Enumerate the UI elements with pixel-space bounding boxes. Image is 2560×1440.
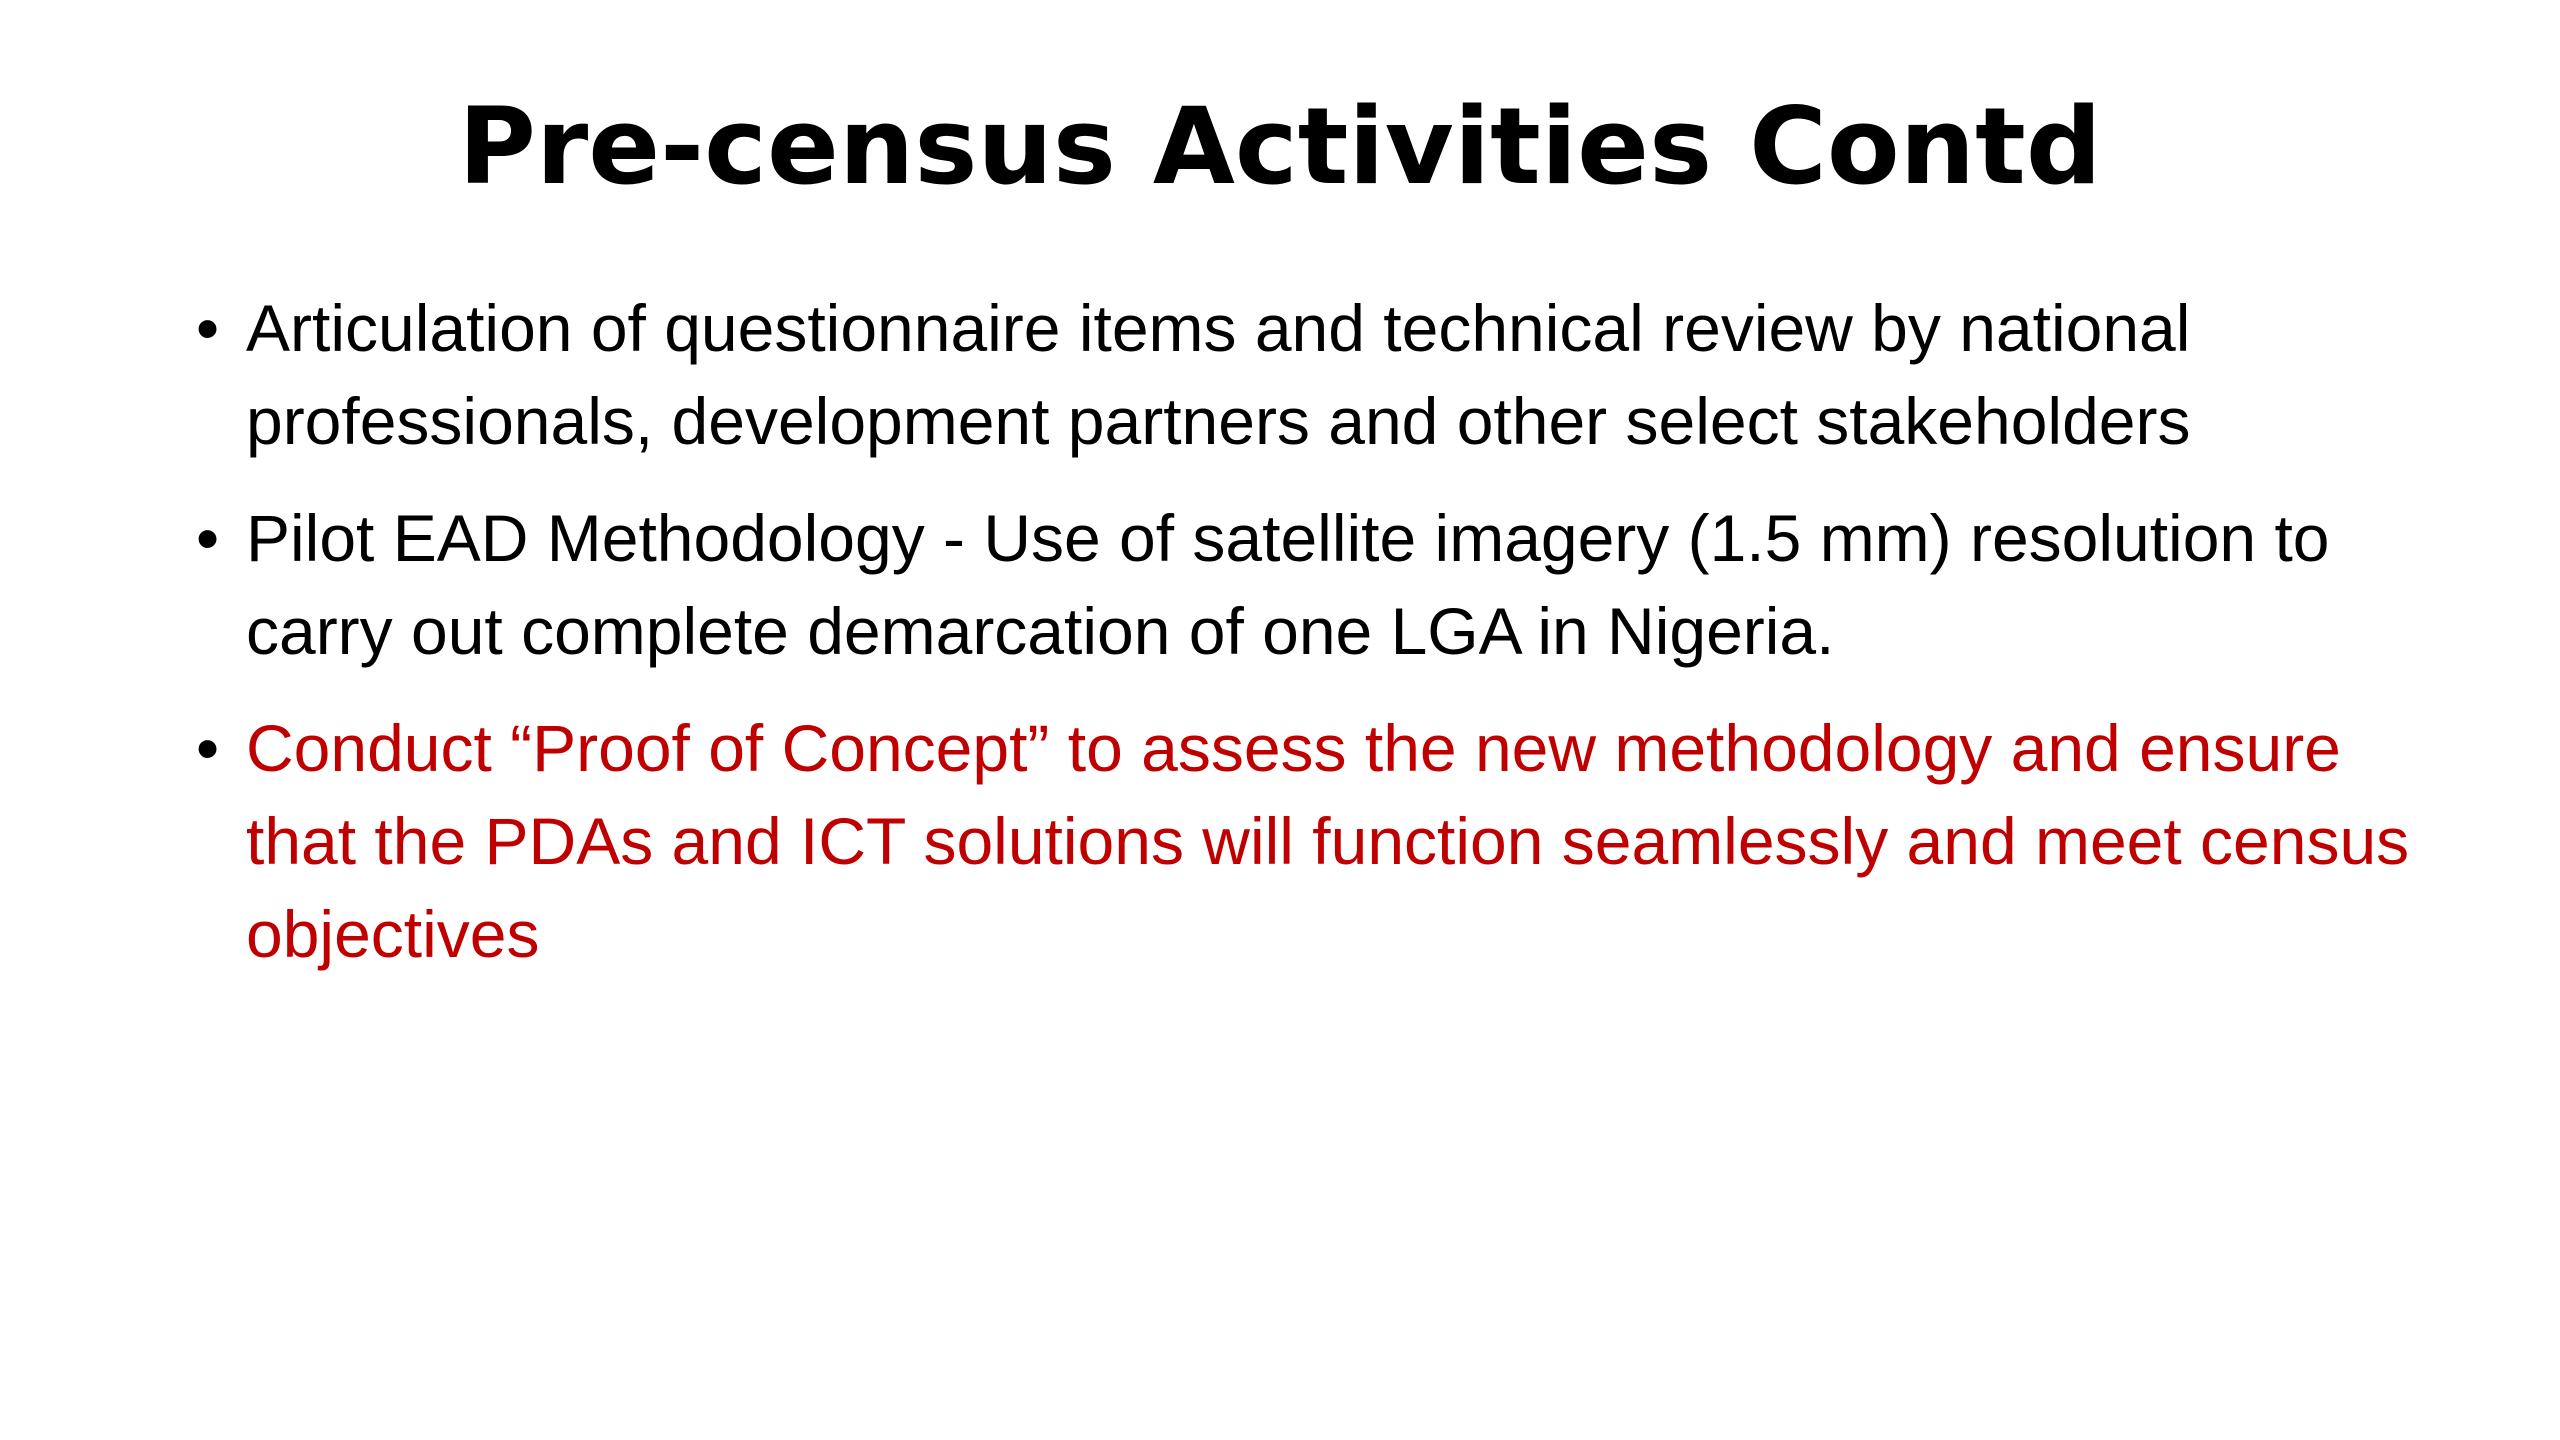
bullet-item	[196, 282, 2446, 468]
bullet-item	[196, 492, 2446, 678]
slide-title: Pre-census Activities Contd	[458, 85, 2102, 208]
bullet-text: Conduct “Proof of Concept” to assess the new methodology and ensure that the PDAs and ICT solutions will function seamlessly and meet census objectives	[246, 711, 2410, 971]
bullet-marker: •	[196, 711, 220, 785]
bullet-item-highlighted	[196, 702, 2446, 981]
bullet-marker: •	[196, 501, 220, 575]
bullet-text: Pilot EAD Methodology - Use of satellite imagery (1.5 mm) resolution to carry out complete demarcation of one LGA in Nigeria.	[246, 501, 2330, 668]
bullet-list	[196, 282, 2446, 1005]
bullet-text: Articulation of questionnaire items and technical review by national professionals, development partners and other select stakeholders	[246, 291, 2191, 458]
bullet-marker: •	[196, 291, 220, 365]
